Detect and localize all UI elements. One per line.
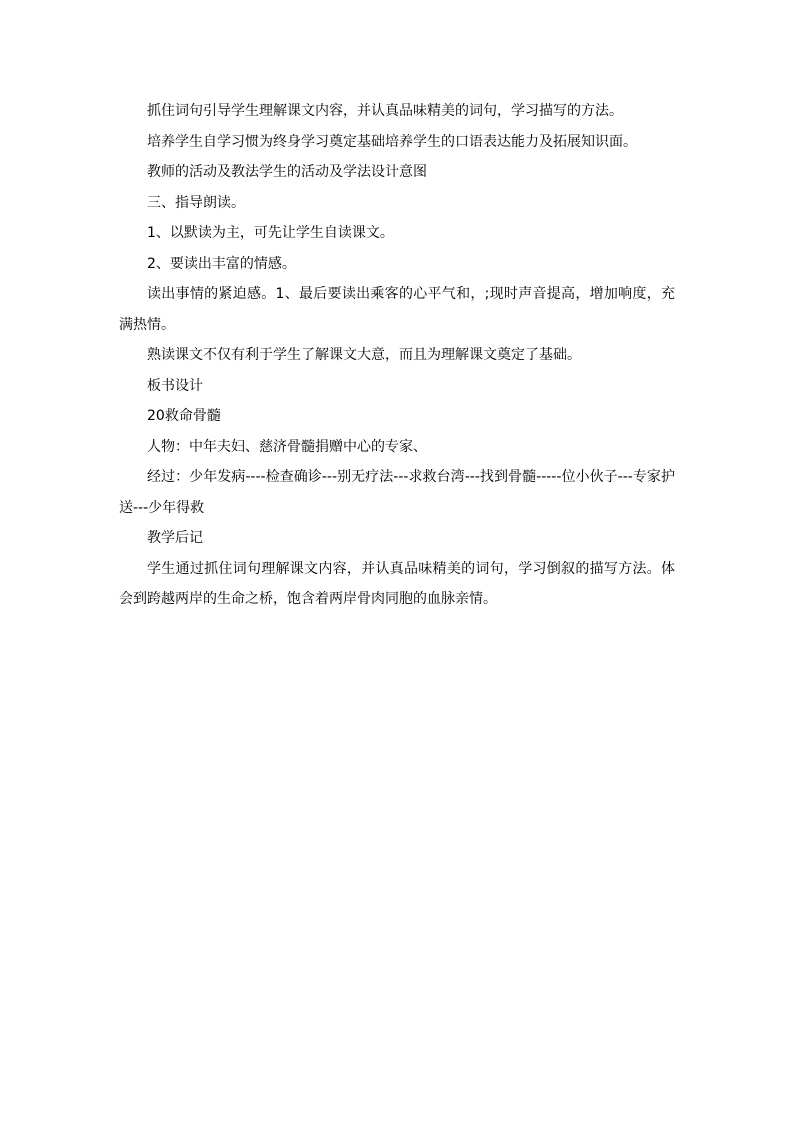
paragraph-table-header: 教师的活动及教法学生的活动及学法设计意图 bbox=[147, 164, 427, 180]
section-heading-postscript: 教学后记 bbox=[147, 530, 203, 546]
list-item-silent-reading: 1、以默读为主，可先让学生自读课文。 bbox=[147, 225, 394, 241]
paragraph-objective-1: 抓住词句引导学生理解课文内容，并认真品味精美的词句，学习描写的方法。 bbox=[147, 103, 623, 119]
paragraph-objective-2: 培养学生自学习惯为终身学习奠定基础培养学生的口语表达能力及拓展知识面。 bbox=[147, 133, 637, 150]
section-heading-guided-reading: 三、指导朗读。 bbox=[147, 194, 245, 211]
document-page bbox=[119, 96, 675, 615]
board-characters: 人物：中年夫妇、慈济骨髓捐赠中心的专家、 bbox=[147, 438, 427, 455]
board-process: 经过：少年发病----检查确诊---别无疗法---求救台湾---找到骨髓-----位小伙子---专家护送---少年得救 bbox=[119, 469, 675, 516]
section-heading-board-design: 板书设计 bbox=[147, 377, 203, 394]
board-title: 20救命骨髓 bbox=[147, 408, 221, 424]
paragraph-familiar-reading: 熟读课文不仅有利于学生了解课文大意，而且为理解课文奠定了基础。 bbox=[147, 347, 581, 363]
paragraph-urgency: 读出事情的紧迫感。1、最后要读出乘客的心平气和，;现时声音提高，增加响度，充满热情。 bbox=[119, 286, 675, 333]
paragraph-postscript: 学生通过抓住词句理解课文内容，并认真品味精美的词句，学习倒叙的描写方法。体会到跨越两岸的生命之桥，饱含着两岸骨肉同胞的血脉亲情。 bbox=[119, 560, 675, 607]
list-item-emotional-reading: 2、要读出丰富的情感。 bbox=[147, 255, 296, 272]
